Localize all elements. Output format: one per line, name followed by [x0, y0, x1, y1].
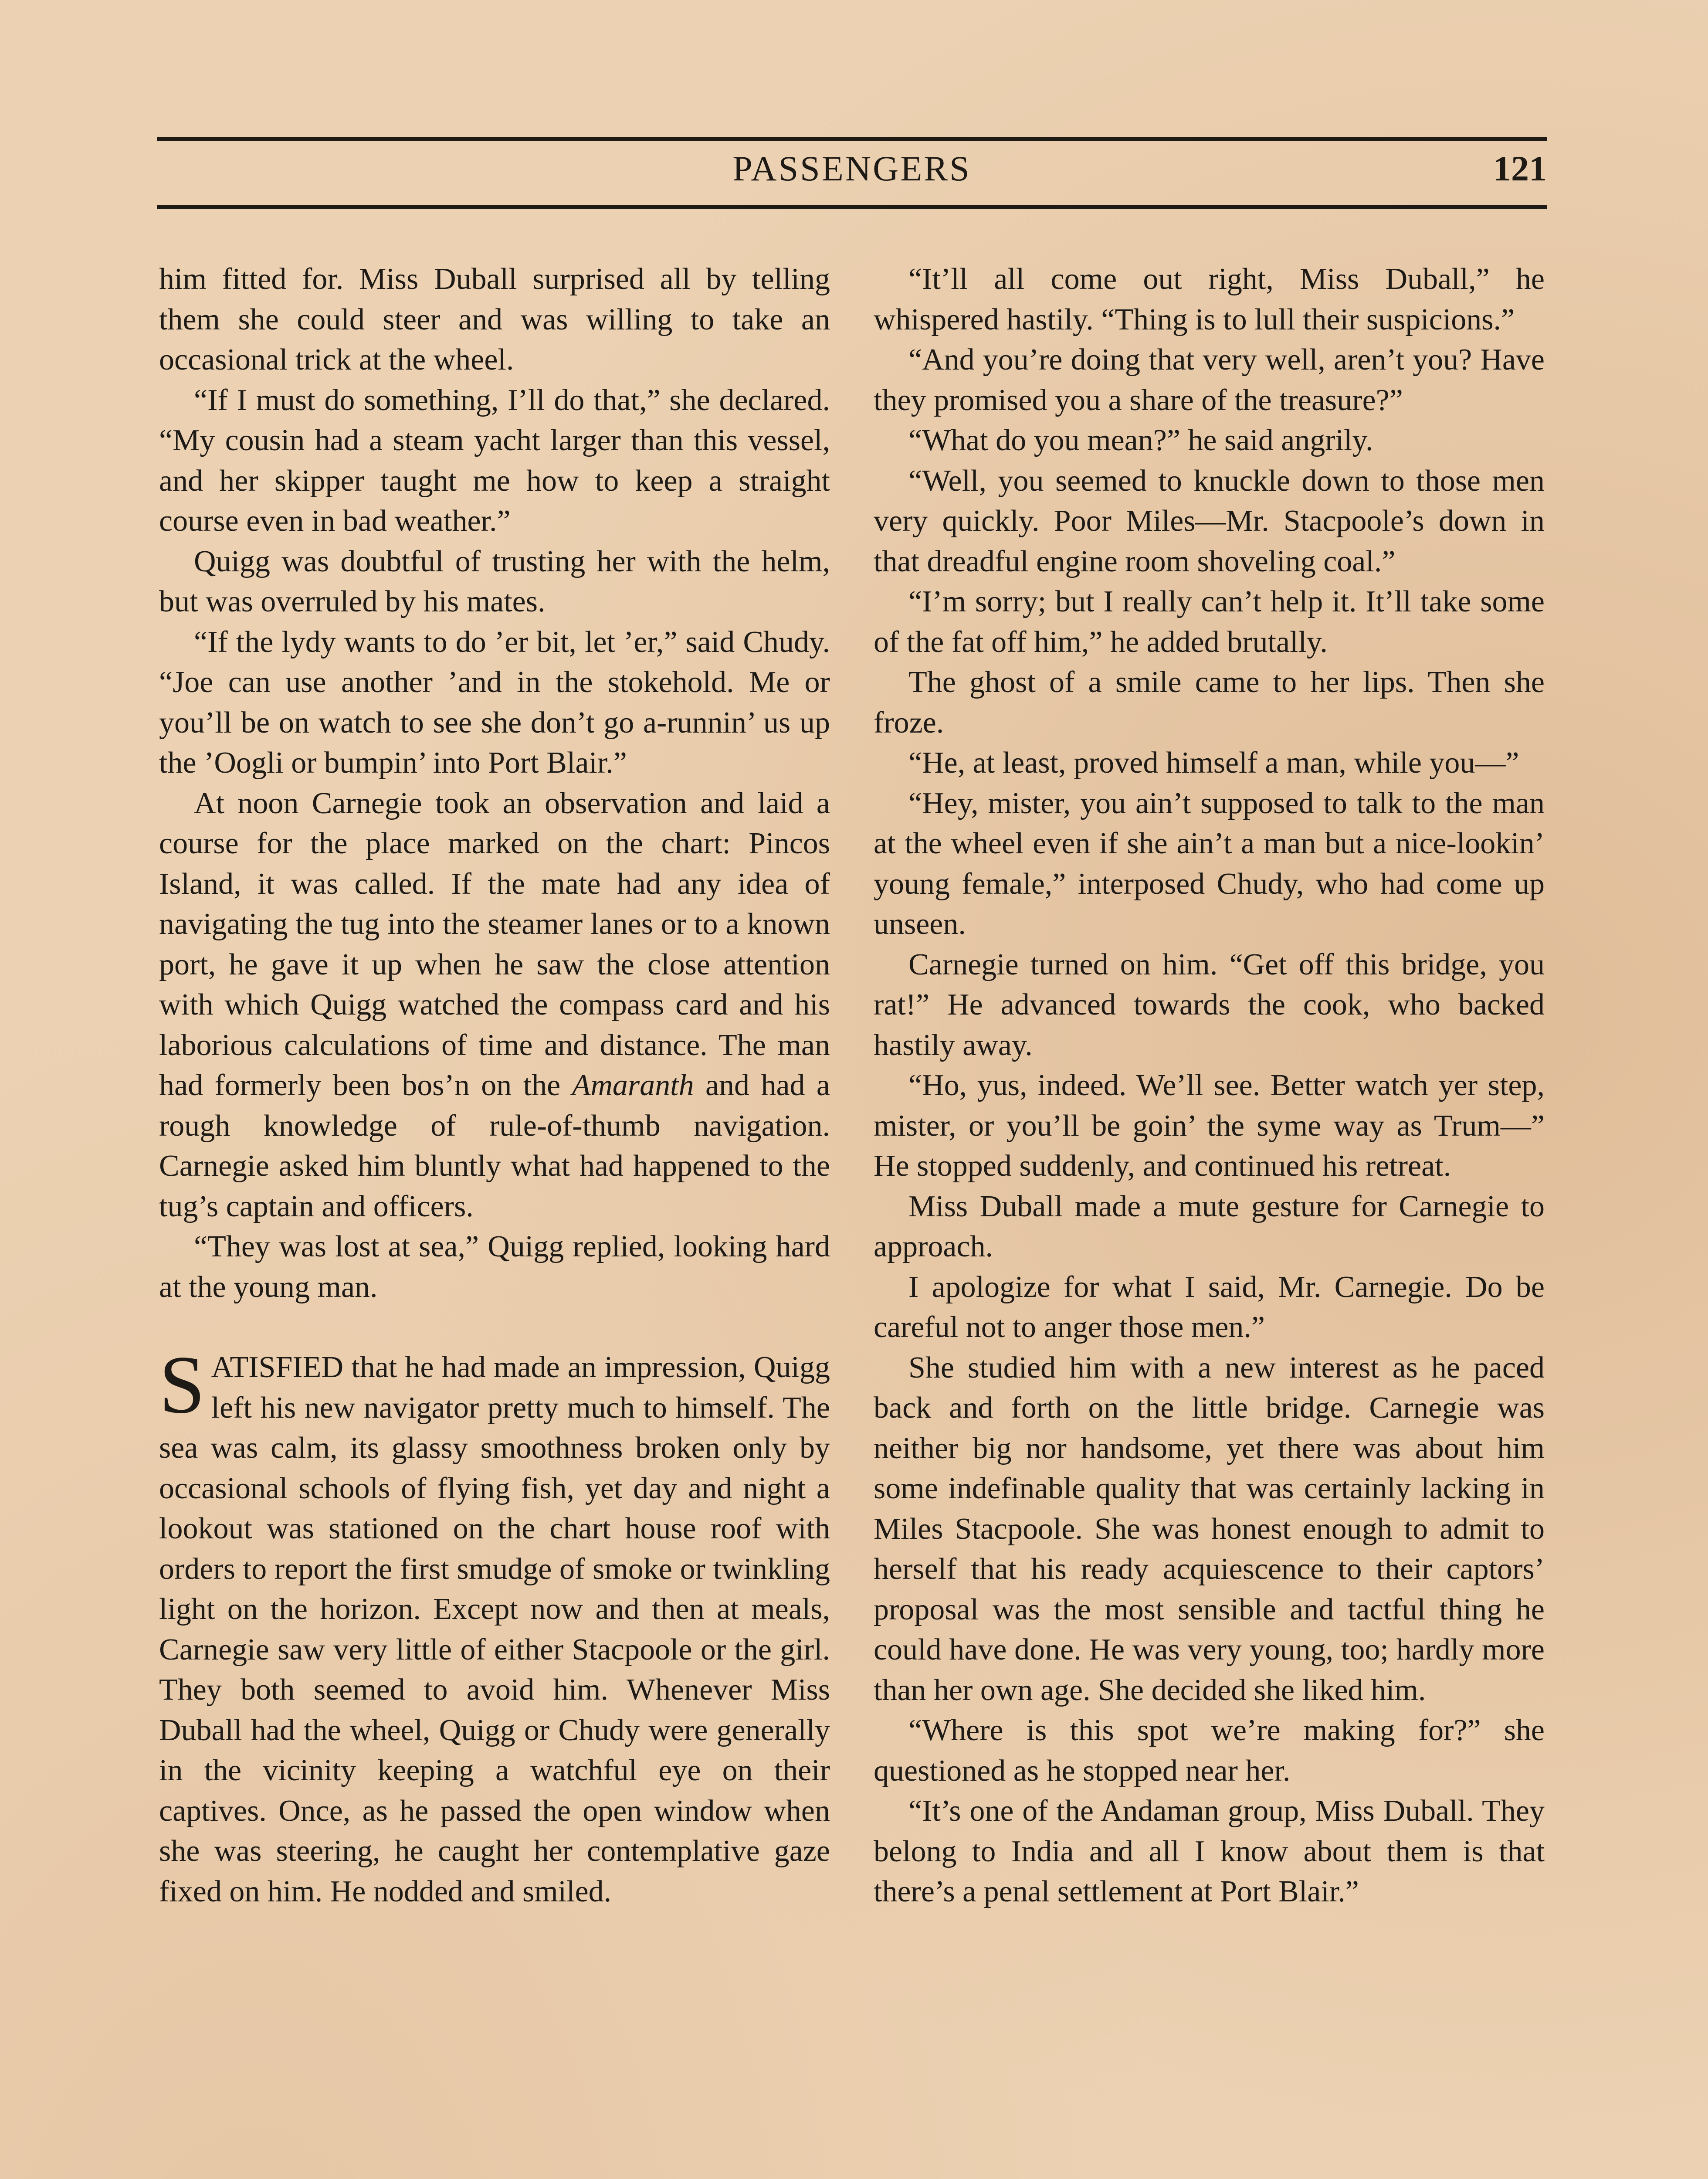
paragraph: “If I must do something, I’ll do that,” she declared. “My cousin had a steam yacht larger than this vessel, and her skipper taught me how to keep a straight course even in bad weather.”	[159, 383, 830, 538]
paragraph: “Ho, yus, indeed. We’ll see. Better watch yer step, mister, or you’ll be goin’ the syme way as Trum—” He stopped suddenly, and continued his retreat.	[874, 1069, 1545, 1183]
paragraph: him fitted for. Miss Duball surprised all by telling them she could steer and was willing to take an occasional trick at the wheel.	[159, 262, 830, 377]
paragraph: Miss Duball made a mute gesture for Carnegie to approach.	[874, 1189, 1545, 1263]
paragraph: “Hey, mister, you ain’t supposed to talk to the man at the wheel even if she ain’t a man but a nice-lookin’ young female,” interposed Chudy, who had come up unseen.	[874, 786, 1545, 941]
small-caps-lead: ATISFIED	[211, 1351, 344, 1384]
paragraph-text: At noon Carnegie took an observation and laid a course for the place marked on the chart: Pincos Island, it was called. If the mate had any idea of navigating the tug into the steamer lanes or to a known port, he gave it up when he saw the close attention with which Quigg watched the compass card and his laborious calculations of time and distance. The man had formerly been bos’n on the	[159, 786, 830, 1102]
paragraph: “They was lost at sea,” Quigg replied, looking hard at the young man.	[159, 1230, 830, 1304]
paragraph	[159, 784, 830, 1227]
paragraph-text: that he had made an impression, Quigg left his new navigator pretty much to himself. The sea was calm, its glassy smoothness broken only by occasional schools of flying fish, yet day and night a lookout was stationed on the chart house roof with orders to report the first smudge of smoke or twinkling light on the horizon. Except now and then at meals, Carnegie saw very little of either Stacpoole or the girl. They both seemed to avoid him. Whenever Miss Duball had the wheel, Quigg or Chudy were generally in the vicinity keeping a watchful eye on their captives. Once, as he passed the open window when she was steering, he caught her contemplative gaze fixed on him. He nodded and smiled.	[159, 1351, 830, 1908]
paragraph: “I’m sorry; but I really can’t help it. It’ll take some of the fat off him,” he added brutally.	[874, 585, 1545, 659]
paragraph: Carnegie turned on him. “Get off this bridge, you rat!” He advanced towards the cook, who backed hastily away.	[874, 947, 1545, 1062]
paragraph: I apologize for what I said, Mr. Carnegie. Do be careful not to anger those men.”	[874, 1270, 1545, 1344]
paragraph: The ghost of a smile came to her lips. Then she froze.	[874, 665, 1545, 740]
paragraph: Quigg was doubtful of trusting her with the helm, but was overruled by his mates.	[159, 544, 830, 618]
paragraph-text: and had a rough knowledge of rule-of-thumb navigation. Carnegie asked him bluntly what had happened to the tug’s captain and officers.	[159, 1069, 830, 1223]
paragraph: “And you’re doing that very well, aren’t you? Have they promised you a share of the treasure?”	[874, 343, 1545, 417]
running-head	[157, 148, 1547, 196]
paragraph: “Well, you seemed to knuckle down to those men very quickly. Poor Miles—Mr. Stacpoole’s down in that dreadful engine room shoveling coal.”	[874, 464, 1545, 578]
ship-name-italic: Amaranth	[572, 1069, 694, 1102]
header-bottom-rule	[157, 205, 1547, 209]
paragraph: She studied him with a new interest as he paced back and forth on the little bridge. Carnegie was neither big nor handsome, yet there was about him some indefinable quality that was certainly lacking in Miles Stacpoole. She was honest enough to admit to herself that his ready acquiescence to their captors’ proposal was the most sensible and tactful thing he could have done. He was very young, too; hardly more than her own age. She decided she liked him.	[874, 1351, 1545, 1707]
header-top-rule	[157, 137, 1547, 141]
drop-cap: S	[159, 1339, 205, 1431]
paragraph: “What do you mean?” he said angrily.	[908, 424, 1373, 457]
paragraph: “It’ll all come out right, Miss Duball,” he whispered hastily. “Thing is to lull their suspicions.”	[874, 262, 1545, 336]
section-start-paragraph	[159, 1339, 830, 1912]
page-number: 121	[1493, 149, 1547, 188]
paragraph: “If the lydy wants to do ’er bit, let ’er,” said Chudy. “Joe can use another ’and in the stokehold. Me or you’ll be on watch to see she don’t go a-runnin’ us up the ’Oogli or bumpin’ into Port Blair.”	[159, 625, 830, 780]
running-title: PASSENGERS	[732, 149, 971, 188]
right-column	[874, 259, 1545, 1912]
paragraph: “It’s one of the Andaman group, Miss Duball. They belong to India and all I know about them is that there’s a penal settlement at Port Blair.”	[874, 1794, 1545, 1908]
paragraph: “He, at least, proved himself a man, while you—”	[908, 746, 1519, 780]
left-column	[159, 259, 830, 1912]
paragraph: “Where is this spot we’re making for?” she questioned as he stopped near her.	[874, 1714, 1545, 1788]
